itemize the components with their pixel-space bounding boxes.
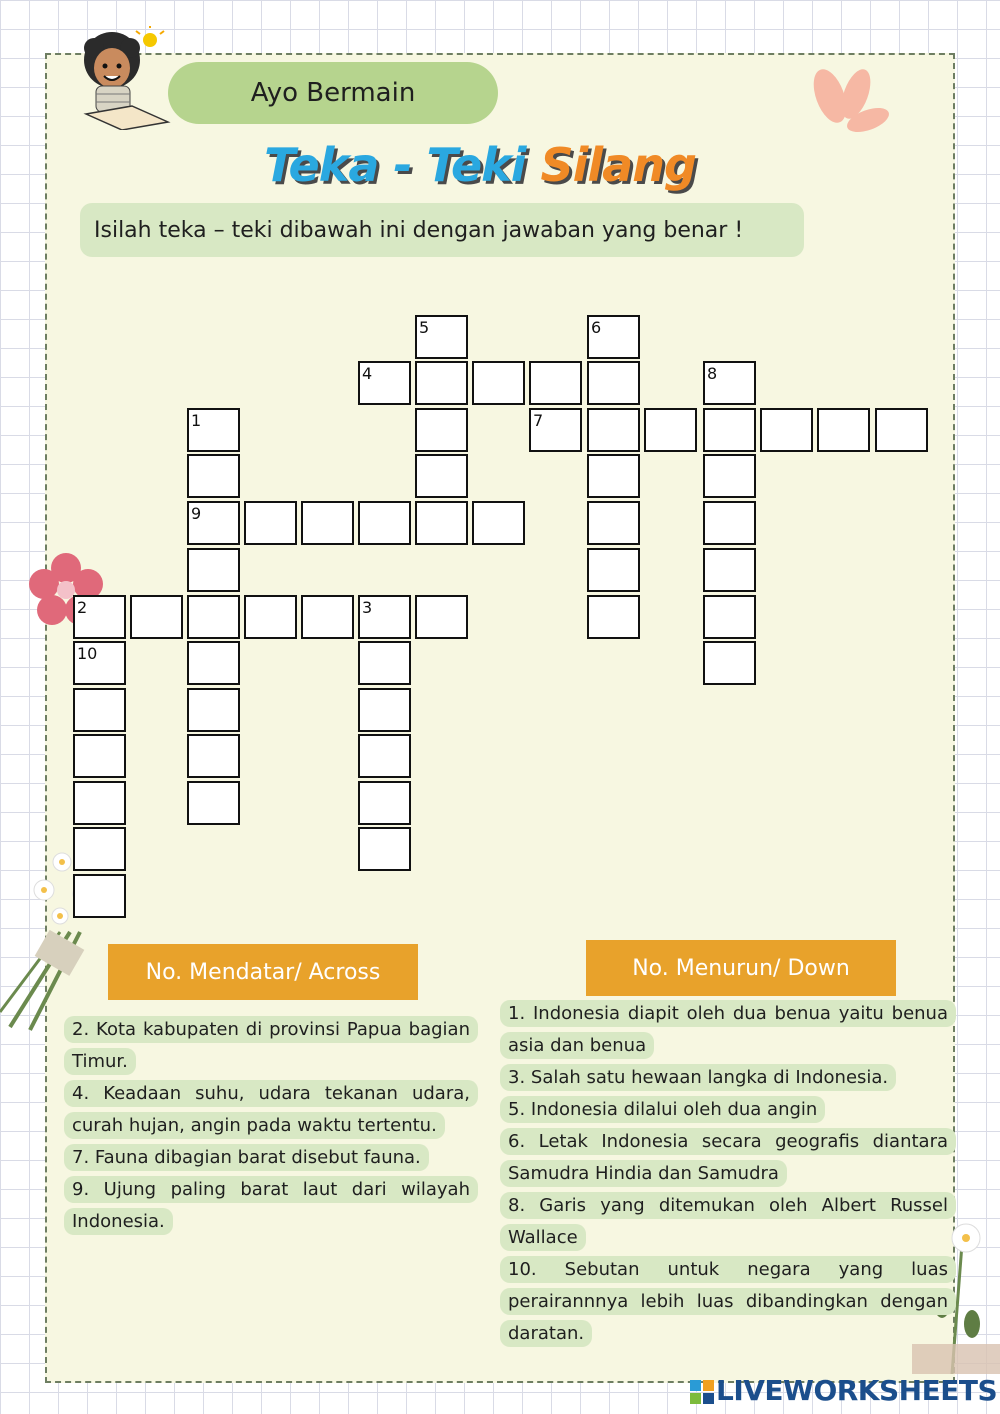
crossword-cell[interactable] (703, 408, 756, 452)
crossword-cell[interactable] (187, 734, 240, 778)
instruction-box (80, 203, 804, 257)
crossword-cell[interactable] (703, 548, 756, 592)
crossword-cell[interactable] (587, 408, 640, 452)
list-item (500, 1126, 956, 1190)
list-item (500, 1062, 956, 1094)
list-item (500, 1190, 956, 1254)
down-clue-5: 5. Indonesia dilalui oleh dua angin (500, 1096, 825, 1123)
crossword-cell[interactable] (73, 827, 126, 871)
crossword-cell[interactable] (529, 361, 582, 405)
list-item (64, 1014, 478, 1078)
crossword-cell[interactable] (358, 827, 411, 871)
crossword-cell[interactable] (529, 408, 582, 452)
brand-text: LIVEWORKSHEETS (716, 1374, 998, 1407)
crossword-cell[interactable] (358, 734, 411, 778)
crossword-cell[interactable] (703, 454, 756, 498)
crossword-cell[interactable] (187, 454, 240, 498)
crossword-cell[interactable] (415, 454, 468, 498)
crossword-cell[interactable] (587, 315, 640, 359)
crossword-cell[interactable] (244, 595, 297, 639)
girl-reading-illustration (72, 26, 172, 130)
across-clue-list (64, 1014, 478, 1238)
down-clue-6: 6. Letak Indonesia secara geografis diantara Samudra Hindia dan Samudra (500, 1128, 956, 1187)
list-item (64, 1174, 478, 1238)
crossword-cell[interactable] (703, 641, 756, 685)
crossword-cell[interactable] (644, 408, 697, 452)
crossword-cell[interactable] (587, 595, 640, 639)
crossword-cell[interactable] (703, 595, 756, 639)
across-heading-label: No. Mendatar/ Across (145, 959, 381, 985)
down-clue-list (500, 998, 956, 1350)
crossword-cell[interactable] (73, 781, 126, 825)
crossword-cell[interactable] (472, 501, 525, 545)
crossword-cell[interactable] (73, 874, 126, 918)
liveworksheets-logo (690, 1374, 997, 1407)
across-clue-4: 4. Keadaan suhu, udara tekanan udara, curah hujan, angin pada waktu tertentu. (64, 1080, 478, 1139)
crossword-cell[interactable] (358, 595, 411, 639)
crossword-cell[interactable] (244, 501, 297, 545)
across-heading (108, 944, 418, 1000)
crossword-cell[interactable] (587, 501, 640, 545)
crossword-cell[interactable] (587, 454, 640, 498)
crossword-cell[interactable] (472, 361, 525, 405)
crossword-cell[interactable] (415, 501, 468, 545)
crossword-cell[interactable] (358, 641, 411, 685)
title-part-1: Teka - Teki (264, 138, 526, 192)
crossword-cell[interactable] (73, 734, 126, 778)
down-heading-label: No. Menurun/ Down (632, 955, 850, 981)
crossword-cell[interactable] (415, 595, 468, 639)
crossword-cell[interactable] (187, 781, 240, 825)
across-clue-9: 9. Ujung paling barat laut dari wilayah Indonesia. (64, 1176, 478, 1235)
clue-number: 1 (191, 411, 202, 430)
crossword-cell[interactable] (875, 408, 928, 452)
title-part-2: Silang (540, 138, 696, 192)
crossword-cell[interactable] (358, 361, 411, 405)
crossword-cell[interactable] (187, 688, 240, 732)
crossword-cell[interactable] (187, 548, 240, 592)
crossword-cell[interactable] (415, 315, 468, 359)
list-item (64, 1142, 478, 1174)
crossword-cell[interactable] (415, 361, 468, 405)
clue-number: 10 (77, 644, 98, 663)
clue-number: 9 (191, 504, 202, 523)
down-heading (586, 940, 896, 996)
instruction-text: Isilah teka – teki dibawah ini dengan jawaban yang benar ! (94, 217, 744, 243)
crossword-cell[interactable] (358, 781, 411, 825)
ayo-bermain-badge (168, 62, 498, 124)
crossword-cell[interactable] (703, 361, 756, 405)
crossword-cell[interactable] (130, 595, 183, 639)
list-item (64, 1078, 478, 1142)
crossword-cell[interactable] (301, 501, 354, 545)
list-item (500, 1254, 956, 1350)
clue-number: 4 (362, 364, 373, 383)
badge-label: Ayo Bermain (250, 78, 416, 108)
down-clue-3: 3. Salah satu hewaan langka di Indonesia. (500, 1064, 896, 1091)
crossword-cell[interactable] (415, 408, 468, 452)
crossword-cell[interactable] (358, 688, 411, 732)
crossword-cell[interactable] (817, 408, 870, 452)
crossword-cell[interactable] (301, 595, 354, 639)
liveworksheets-icon (690, 1380, 714, 1404)
clue-number: 8 (707, 364, 718, 383)
clue-number: 3 (362, 598, 373, 617)
across-clue-7: 7. Fauna dibagian barat disebut fauna. (64, 1144, 429, 1171)
page-title (0, 138, 960, 192)
crossword-cell[interactable] (73, 595, 126, 639)
crossword-cell[interactable] (187, 641, 240, 685)
clue-number: 2 (77, 598, 88, 617)
crossword-cell[interactable] (760, 408, 813, 452)
clue-number: 6 (591, 318, 602, 337)
down-clue-8: 8. Garis yang ditemukan oleh Albert Russel Wallace (500, 1192, 956, 1251)
crossword-cell[interactable] (73, 688, 126, 732)
crossword-cell[interactable] (73, 641, 126, 685)
crossword-cell[interactable] (358, 501, 411, 545)
clue-number: 7 (533, 411, 544, 430)
down-clue-10: 10. Sebutan untuk negara yang luas perairannnya lebih luas dibandingkan dengan daratan. (500, 1256, 956, 1347)
list-item (500, 998, 956, 1062)
crossword-cell[interactable] (587, 361, 640, 405)
list-item (500, 1094, 956, 1126)
crossword-cell[interactable] (187, 408, 240, 452)
down-clue-1: 1. Indonesia diapit oleh dua benua yaitu benua asia dan benua (500, 1000, 956, 1059)
clue-number: 5 (419, 318, 430, 337)
crossword-cell[interactable] (187, 595, 240, 639)
petal-decoration (808, 66, 894, 144)
crossword-cell[interactable] (587, 548, 640, 592)
crossword-cell[interactable] (703, 501, 756, 545)
crossword-cell[interactable] (187, 501, 240, 545)
across-clue-2: 2. Kota kabupaten di provinsi Papua bagian Timur. (64, 1016, 478, 1075)
